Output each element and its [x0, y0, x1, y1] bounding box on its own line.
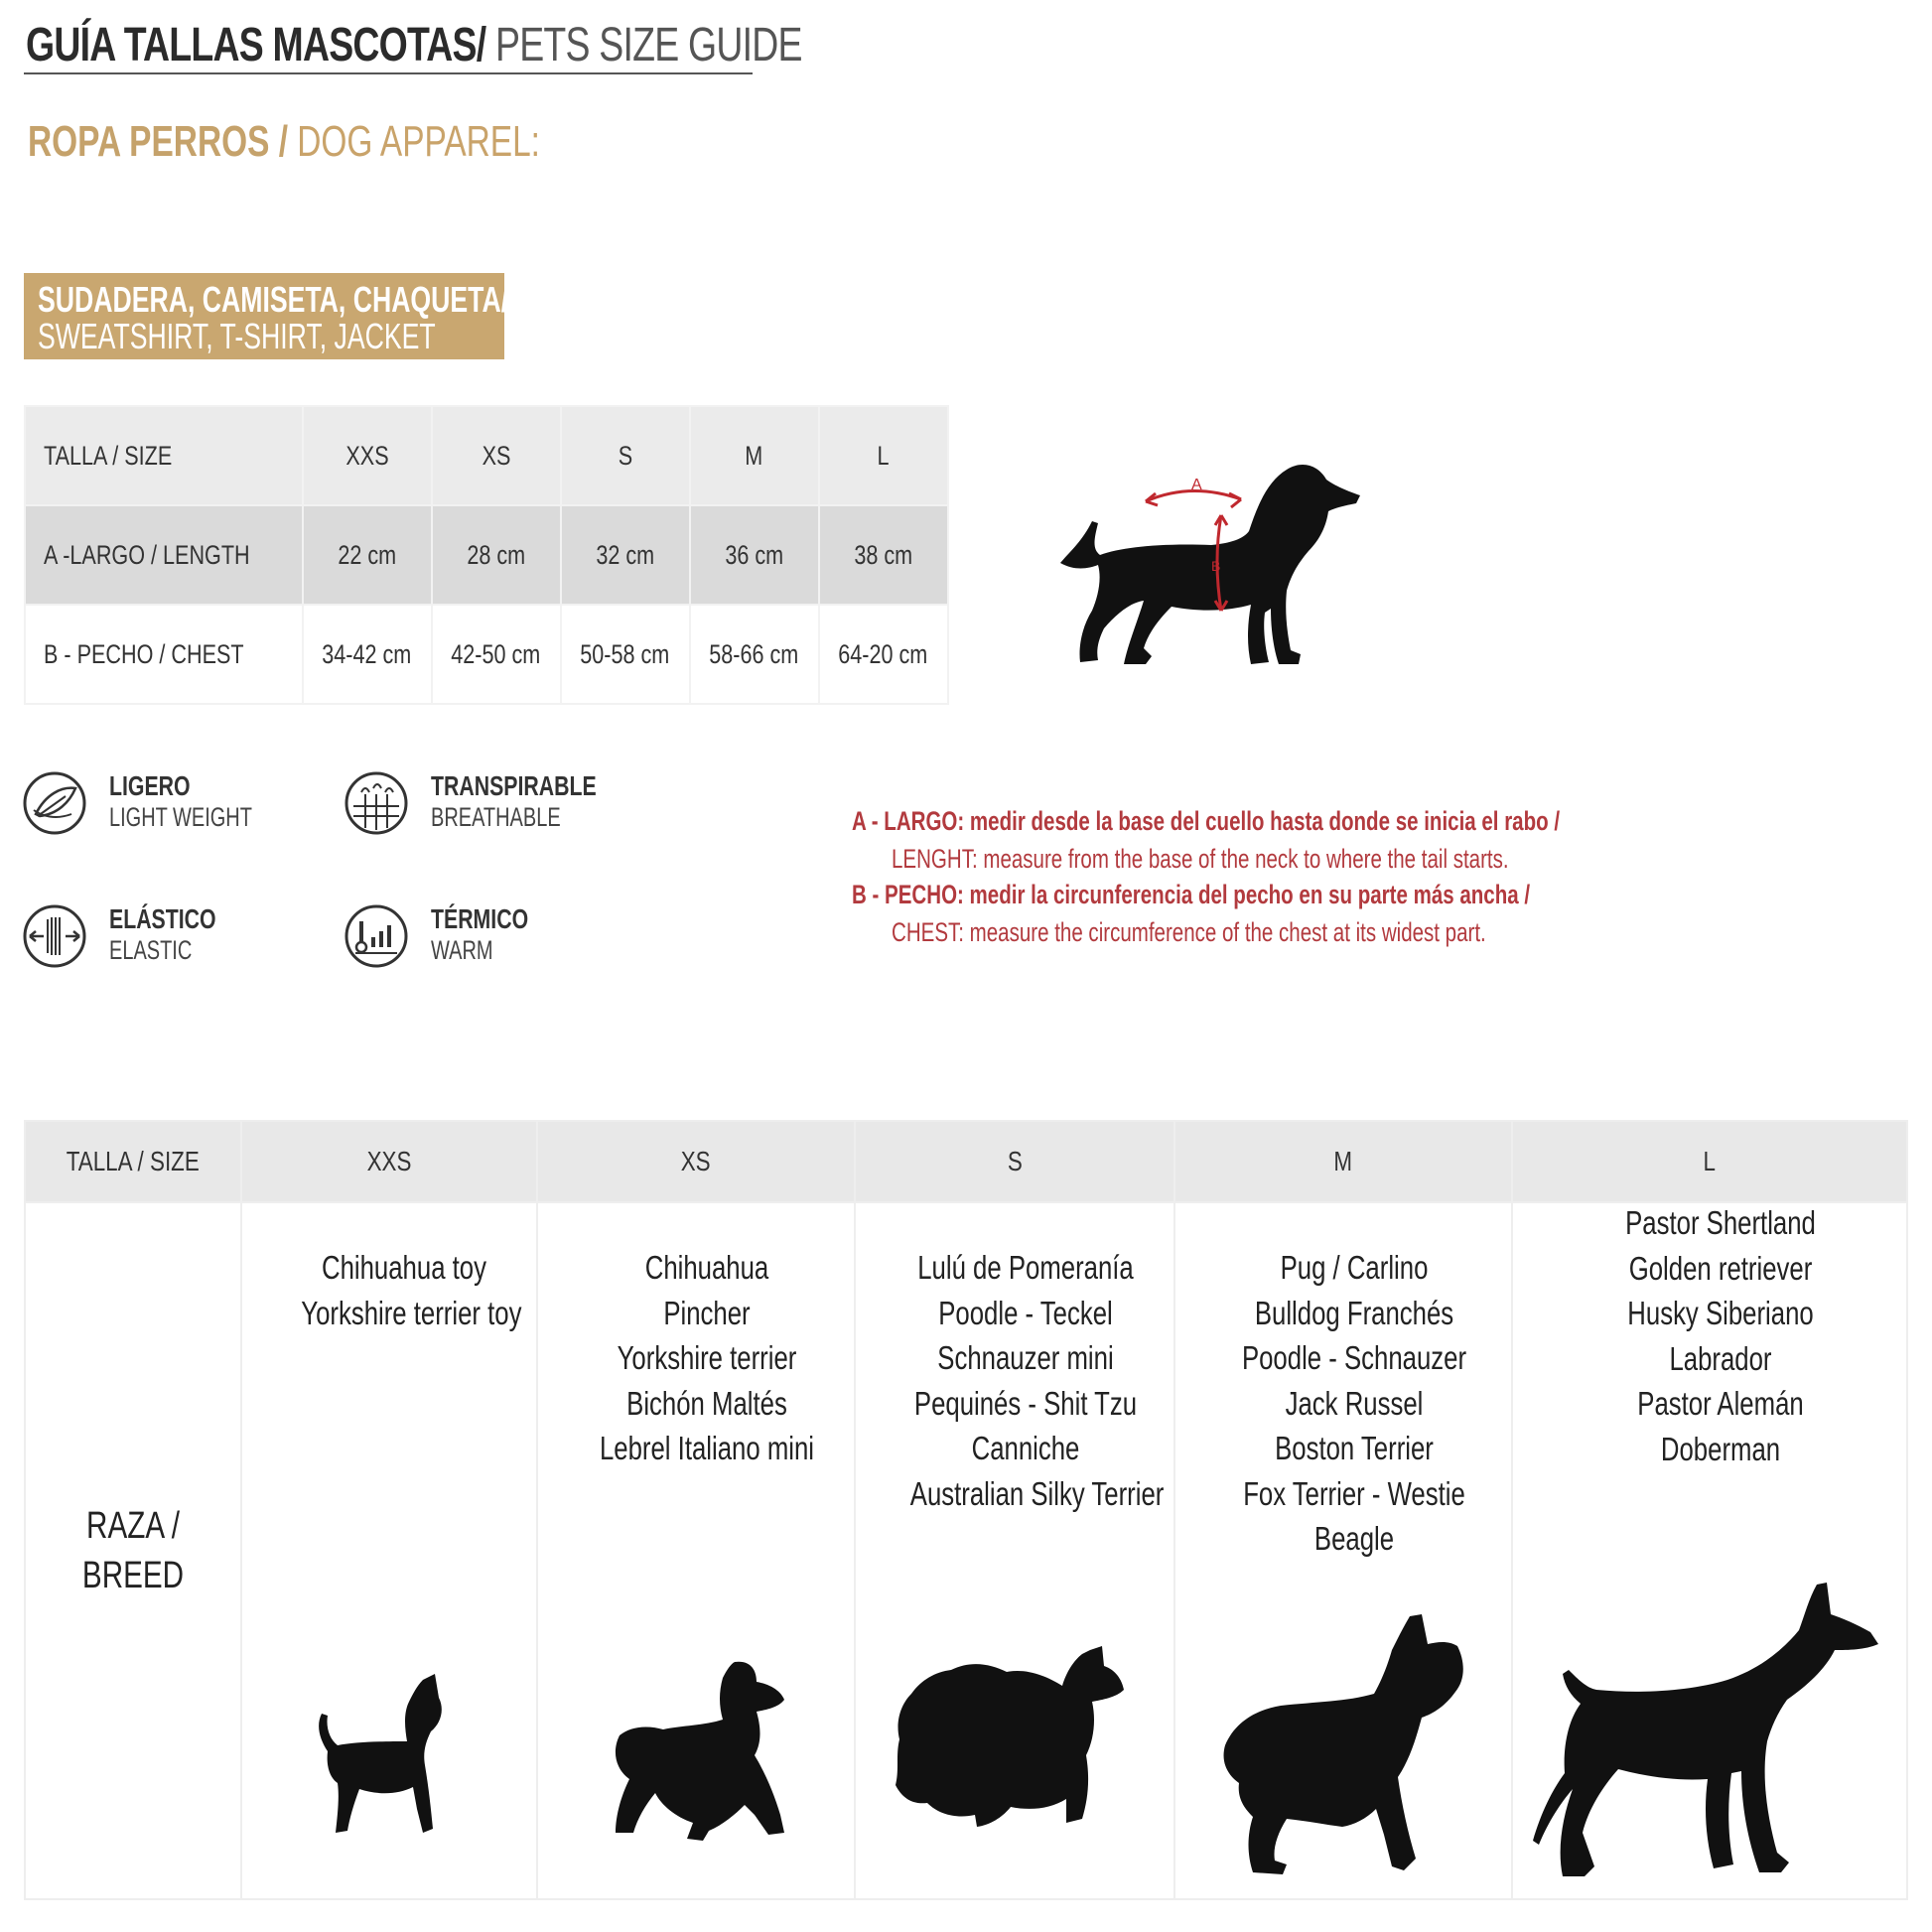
breed-item: Australian Silky Terrier — [909, 1474, 1165, 1512]
title-light: PETS SIZE GUIDE — [485, 19, 802, 71]
feature-sub: LIGHT WEIGHT — [109, 802, 252, 832]
instruction-chest-es: B - PECHO: medir la circunferencia del pecho en su parte más ancha / — [852, 880, 1531, 909]
breed-item: Husky Siberiano — [1627, 1295, 1814, 1331]
breed-table — [24, 1120, 1908, 1900]
measure-header-cell: XS — [432, 406, 561, 505]
breed-item: Golden retriever — [1628, 1249, 1813, 1287]
dog-silhouette-icon — [1060, 465, 1360, 664]
title-bold: GUÍA TALLAS MASCOTAS/ — [26, 19, 486, 71]
measure-cell: 34-42 cm — [303, 605, 432, 704]
breed-item: Boston Terrier — [1275, 1430, 1434, 1466]
breed-header-cell: XS — [537, 1121, 855, 1202]
breed-header-cell: S — [855, 1121, 1174, 1202]
measure-header-cell: M — [690, 406, 819, 505]
breed-item: Doberman — [1660, 1430, 1781, 1467]
page-title — [26, 18, 802, 72]
breed-cell-xxs — [241, 1202, 537, 1899]
feature-name: LIGERO — [109, 770, 191, 801]
measure-row-chest — [25, 605, 948, 704]
instruction-length-es: A - LARGO: medir desde la base del cuello hasta donde se inicia el rabo / — [852, 806, 1561, 836]
section-subtitle — [28, 117, 540, 167]
diagram-label-a: A — [1191, 477, 1202, 493]
measure-header-cell: TALLA / SIZE — [25, 406, 303, 505]
breed-header-cell: TALLA / SIZE — [25, 1121, 241, 1202]
chihuahua-silhouette-icon — [308, 1670, 457, 1839]
measure-cell: 36 cm — [690, 505, 819, 605]
feature-name: TRANSPIRABLE — [431, 770, 597, 801]
breed-list-l — [1535, 1200, 1906, 1471]
garment-badge — [24, 273, 509, 359]
breed-header-cell: L — [1512, 1121, 1907, 1202]
breed-item: Pug / Carlino — [1280, 1249, 1429, 1286]
measure-cell: 50-58 cm — [561, 605, 690, 704]
measure-row-length — [25, 505, 948, 605]
measure-cell: 28 cm — [432, 505, 561, 605]
breed-item: Poodle - Teckel — [938, 1294, 1113, 1331]
subtitle-bold: ROPA PERROS / — [28, 117, 288, 166]
breed-item: Pastor Shertland — [1625, 1204, 1816, 1241]
subtitle-light: DOG APPAREL: — [287, 117, 540, 166]
feature-sub: BREATHABLE — [431, 802, 561, 832]
breed-header-cell: M — [1174, 1121, 1512, 1202]
breed-list-xxs — [272, 1245, 536, 1335]
breed-row-label — [25, 1202, 241, 1899]
pomeranian-silhouette-icon — [892, 1640, 1130, 1839]
measure-cell: 22 cm — [303, 505, 432, 605]
breed-item: Labrador — [1669, 1339, 1772, 1377]
measure-cell: 42-50 cm — [432, 605, 561, 704]
breed-item: Lebrel Italiano mini — [599, 1430, 815, 1466]
breed-list-m — [1197, 1245, 1511, 1562]
breed-list-xs — [560, 1245, 854, 1471]
doberman-silhouette-icon — [1529, 1579, 1886, 1886]
measure-header-cell: S — [561, 406, 690, 505]
breed-cell-l — [1512, 1202, 1907, 1899]
diagram-label-b: B — [1211, 558, 1221, 574]
feature-sub: ELASTIC — [109, 935, 193, 965]
thermometer-icon — [344, 903, 409, 969]
garment-line-en: SWEATSHIRT, T-SHIRT, JACKET — [38, 316, 436, 356]
breed-list-s — [878, 1245, 1173, 1516]
french-bulldog-silhouette-icon — [1217, 1610, 1479, 1878]
measure-cell: 38 cm — [819, 505, 948, 605]
breed-item: Bichón Maltés — [626, 1384, 787, 1422]
breathable-icon — [344, 770, 409, 836]
dog-measurement-diagram — [1052, 452, 1370, 680]
measure-cell: 32 cm — [561, 505, 690, 605]
breed-item: Chihuahua — [644, 1249, 769, 1286]
breed-item: Lulú de Pomeranía — [917, 1249, 1134, 1286]
breed-cell-xs — [537, 1202, 855, 1899]
measure-row-label: A -LARGO / LENGTH — [25, 505, 303, 605]
feature-name: ELÁSTICO — [109, 903, 216, 934]
instruction-chest-en: CHEST: measure the circumference of the chest at its widest part. — [892, 917, 1486, 947]
breed-item: Pastor Alemán — [1637, 1385, 1804, 1422]
breed-label-en: BREED — [81, 1555, 185, 1596]
breed-item: Fox Terrier - Westie — [1243, 1474, 1465, 1512]
breed-cell-m — [1174, 1202, 1512, 1899]
measure-row-label: B - PECHO / CHEST — [25, 605, 303, 704]
measure-header-cell: L — [819, 406, 948, 505]
measure-cell: 64-20 cm — [819, 605, 948, 704]
breed-label-es: RAZA / — [86, 1505, 180, 1547]
breed-header-row — [25, 1121, 1907, 1202]
measure-header-cell: XXS — [303, 406, 432, 505]
breed-header-cell: XXS — [241, 1121, 537, 1202]
breed-cell-s — [855, 1202, 1174, 1899]
measurement-table — [24, 405, 949, 705]
breed-item: Pequinés - Shit Tzu — [913, 1384, 1138, 1422]
feature-name: TÉRMICO — [431, 903, 529, 934]
breed-item: Jack Russel — [1285, 1384, 1424, 1422]
papillon-silhouette-icon — [606, 1656, 804, 1845]
breed-item: Schnauzer mini — [937, 1339, 1114, 1376]
title-underline — [24, 72, 753, 74]
measure-cell: 58-66 cm — [690, 605, 819, 704]
garment-line-es: SUDADERA, CAMISETA, CHAQUETA/ — [38, 279, 509, 320]
breed-body-row — [25, 1202, 1907, 1899]
breed-item: Poodle - Schnauzer — [1241, 1339, 1467, 1376]
instruction-length-en: LENGHT: measure from the base of the neck to where the tail starts. — [892, 844, 1509, 874]
breed-item: Bulldog Franchés — [1254, 1294, 1454, 1331]
breed-item: Yorkshire terrier toy — [301, 1294, 522, 1331]
breed-item: Yorkshire terrier — [617, 1339, 797, 1376]
feather-icon — [22, 770, 87, 836]
elastic-icon — [22, 903, 87, 969]
measure-header-row — [25, 406, 948, 505]
breed-item: Canniche — [971, 1430, 1080, 1466]
breed-item: Chihuahua toy — [321, 1249, 486, 1286]
breed-item: Beagle — [1313, 1520, 1395, 1557]
feature-sub: WARM — [431, 935, 493, 965]
breed-item: Pincher — [663, 1294, 751, 1331]
